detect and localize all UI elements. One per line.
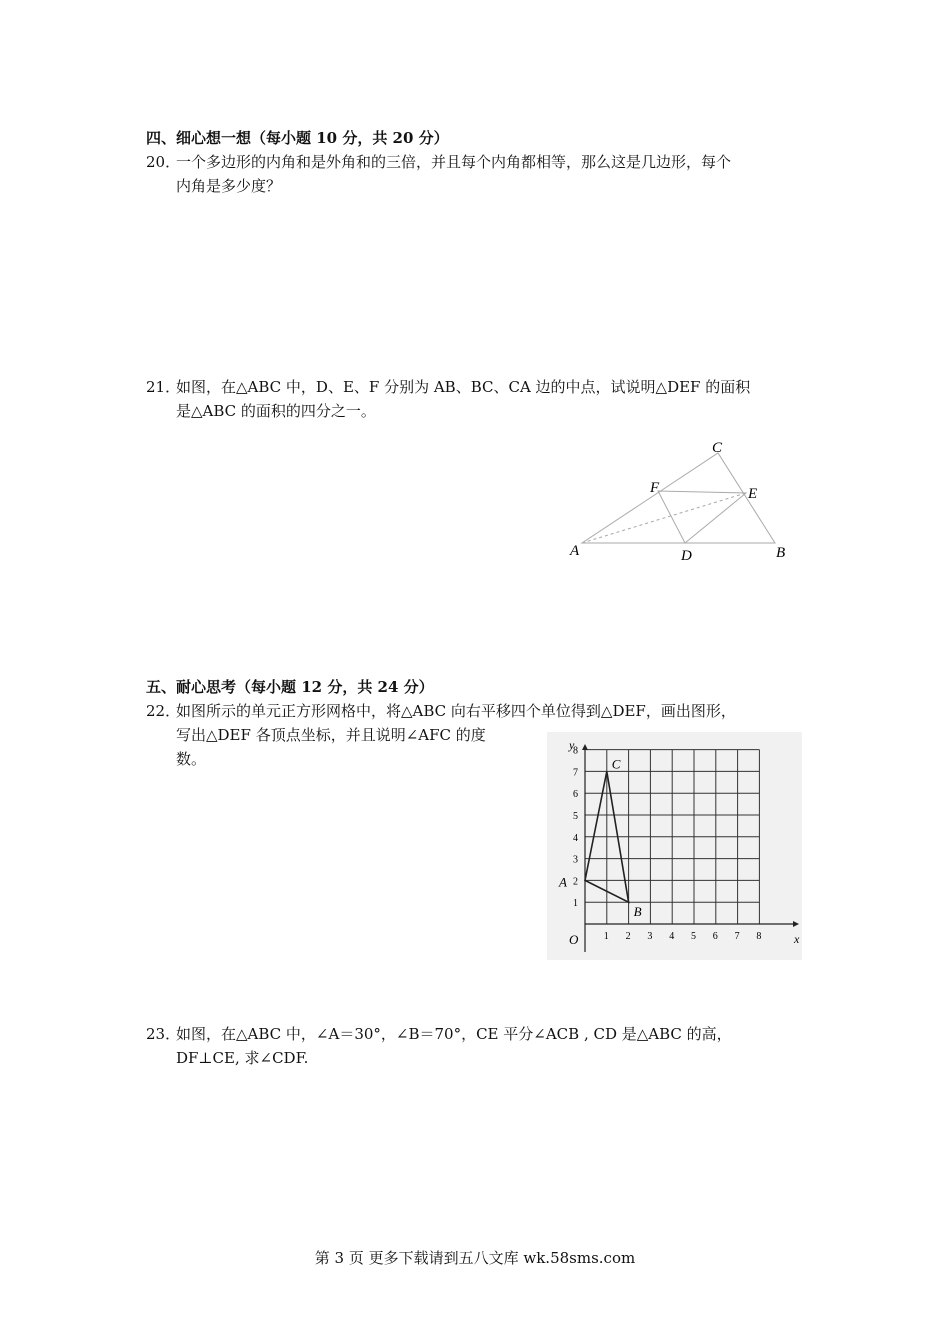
label-c: C [712, 440, 723, 456]
question-20 [146, 150, 826, 198]
median-ae [582, 493, 746, 543]
y-tick-label: 4 [573, 832, 578, 844]
coordinate-grid-figure [547, 732, 807, 962]
triangle-midpoint-figure [560, 435, 800, 570]
y-tick-label: 8 [573, 745, 578, 757]
x-tick-label: 2 [625, 931, 631, 942]
y-tick-label: 5 [573, 811, 578, 822]
question-23 [146, 1022, 836, 1070]
y-tick-label: 1 [573, 898, 578, 910]
y-tick-label: 6 [573, 789, 578, 801]
question-text-line: 一个多边形的内角和是外角和的三倍，并且每个内角都相等，那么这是几边形，每个 [176, 153, 732, 171]
x-tick-label: 6 [712, 931, 718, 942]
x-tick-label: 8 [756, 931, 762, 942]
question-text-line: 写出△DEF 各顶点坐标，并且说明∠AFC 的度 [176, 726, 486, 744]
label-e: E [748, 486, 758, 502]
question-text-line: 如图所示的单元正方形网格中，将△ABC 向右平移四个单位得到△DEF，画出图形， [176, 702, 736, 720]
question-text-line: 内角是多少度？ [176, 177, 282, 195]
question-text-line: 数。 [176, 750, 207, 768]
x-tick-label: 4 [669, 931, 675, 942]
origin-label: O [569, 932, 579, 947]
question-number: 21． [146, 378, 181, 396]
section-5-heading: 五、耐心思考（每小题 12 分，共 24 分） [146, 678, 434, 696]
label-f: F [650, 480, 660, 496]
y-tick-label: 2 [573, 876, 578, 888]
point-label-a: A [559, 874, 567, 890]
question-text-line: 如图，在△ABC 中，∠A＝30°，∠B＝70°，CE 平分∠ACB , CD 是△ABC 的高， [176, 1025, 732, 1043]
y-tick-label: 7 [573, 767, 578, 779]
section-4-heading: 四、细心想一想（每小题 10 分，共 20 分） [146, 129, 449, 147]
page-footer: 第 3 页 更多下载请到五八文库 wk.58sms.com [314, 1249, 636, 1267]
x-tick-label: 1 [603, 931, 609, 942]
point-label-b: B [633, 904, 642, 920]
question-21 [146, 375, 826, 423]
question-text-line: 是△ABC 的面积的四分之一。 [176, 402, 376, 420]
x-axis-label: x [794, 932, 800, 946]
x-tick-label: 5 [691, 931, 696, 942]
y-tick-label: 3 [573, 854, 578, 866]
triangle-def [658, 491, 746, 543]
x-tick-label: 3 [647, 931, 653, 942]
label-b: B [776, 545, 786, 561]
x-tick-label: 7 [734, 931, 740, 942]
point-label-c: C [611, 756, 621, 772]
question-number: 22． [146, 702, 181, 720]
y-axis-label: y [569, 738, 575, 752]
label-a: A [570, 543, 580, 559]
question-number: 23． [146, 1025, 181, 1043]
question-text-line: DF⊥CE, 求∠CDF. [176, 1049, 309, 1067]
question-number: 20． [146, 153, 181, 171]
label-d: D [681, 548, 692, 564]
question-text-line: 如图，在△ABC 中，D、E、F 分别为 AB、BC、CA 边的中点，试说明△DEF 的面积 [176, 378, 751, 396]
